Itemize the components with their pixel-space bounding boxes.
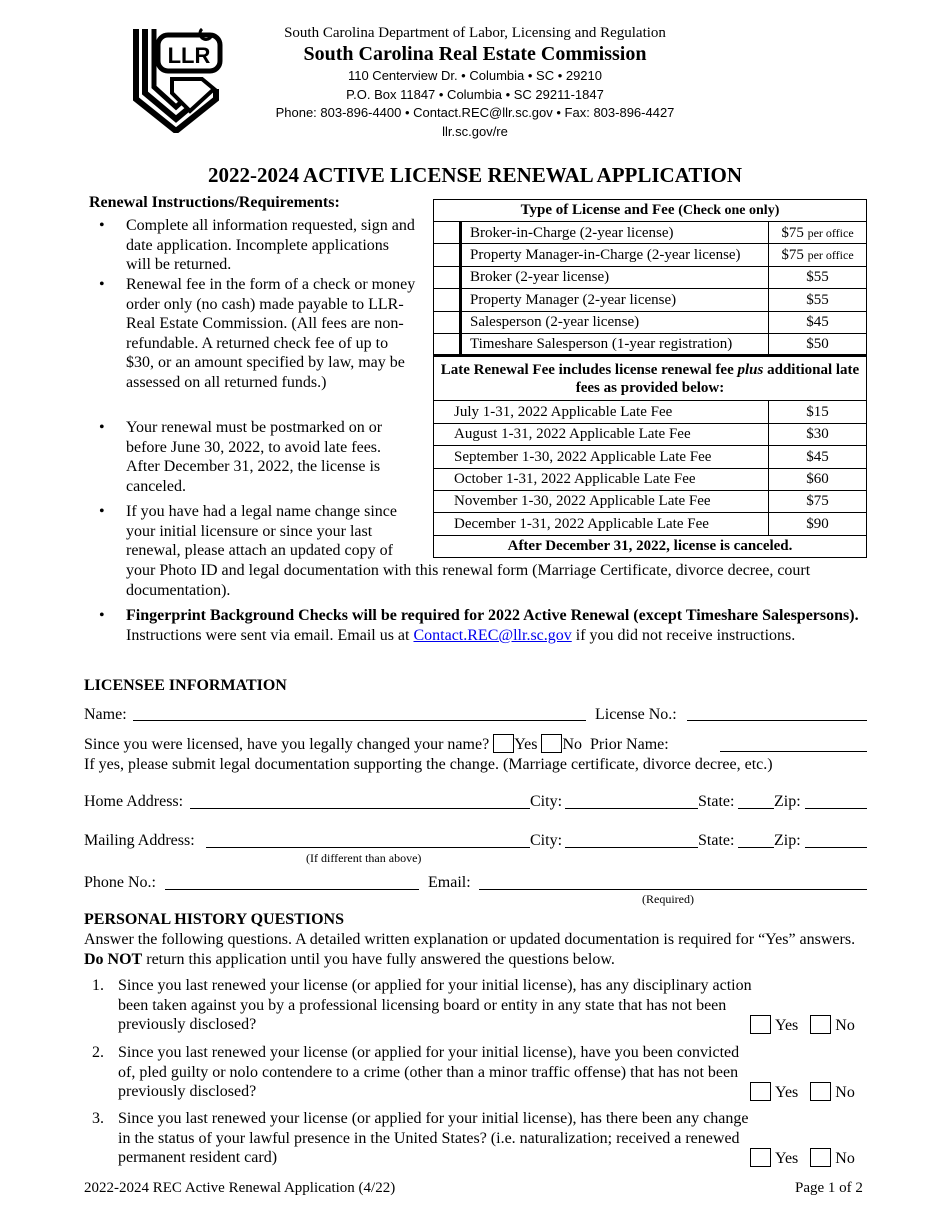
home-address-field[interactable] [190,808,530,809]
q1-yes-checkbox[interactable] [750,1015,771,1034]
page-title: 2022-2024 ACTIVE LICENSE RENEWAL APPLICATION [207,163,743,187]
license-checkbox-salesperson[interactable] [434,311,461,333]
question-number: 1. [92,977,104,994]
prior-name-field[interactable] [720,751,867,752]
table-row [434,311,867,333]
late-fee-period: November 1-30, 2022 Applicable Late Fee [434,490,769,512]
email-required-note: (Required) [642,892,694,906]
mailing-zip-field[interactable] [805,847,867,848]
license-checkbox-pm-in-charge[interactable] [434,244,461,266]
instruction-bullet-5 [126,606,866,645]
mailing-different-note: (If different than above) [306,851,422,865]
table-row [434,266,867,288]
fingerprint-text: Instructions were sent via email. Email us at [126,626,414,644]
form-version: 2022-2024 REC Active Renewal Application (4/22) [84,1180,396,1196]
table-row [434,490,867,512]
license-type: Salesperson (2-year license) [461,311,769,333]
instruction-bullet-3: • Your renewal must be postmarked on or before June 30, 2022, to avoid late fees. After December 31, 2022, the license is canceled. [126,418,416,496]
name-label: Name: [84,706,127,723]
mailing-zip-label: Zip: [774,832,801,849]
late-fee-amount: $90 [769,513,867,535]
history-heading: PERSONAL HISTORY QUESTIONS [84,911,344,928]
mailing-city-label: City: [530,832,563,849]
home-zip-field[interactable] [805,808,867,809]
contact-email-link[interactable]: Contact.REC@llr.sc.gov [413,626,572,644]
instruction-bullet-4b: your Photo ID and legal documentation with this renewal form (Marriage Certificate, divorce decree, court documentation). [126,562,811,599]
mailing-state-label: State: [698,832,735,849]
q1-no-checkbox[interactable] [810,1015,831,1034]
email-label: Email: [428,874,471,891]
table-row [434,333,867,355]
license-fee: $55 [769,289,867,311]
license-no-label: License No.: [595,706,677,723]
table-row [434,468,867,490]
home-city-label: City: [530,793,563,810]
late-fee-period: October 1-31, 2022 Applicable Late Fee [434,468,769,490]
question-number: 3. [92,1110,104,1127]
license-fee: $45 [769,311,867,333]
no-label: No [835,1084,855,1101]
late-fee-amount: $45 [769,446,867,468]
name-change-no-checkbox[interactable] [541,734,562,753]
late-fee-heading: Late Renewal Fee includes license renewal fee plus additional late fees as provided below: [434,356,867,401]
po-box-address: P.O. Box 11847 • Columbia • SC 29211-1847 [346,86,604,102]
mailing-address-field[interactable] [206,847,530,848]
yes-label: Yes [775,1150,799,1167]
late-fee-period: September 1-30, 2022 Applicable Late Fee [434,446,769,468]
table-row [434,289,867,311]
table-row [434,222,867,244]
contact-line: Phone: 803-896-4400 • Contact.REC@llr.sc.gov • Fax: 803-896-4427 [275,105,675,121]
license-fee-table [433,199,867,558]
q2-yes-checkbox[interactable] [750,1082,771,1101]
table-row [434,423,867,445]
question-number: 2. [92,1044,104,1061]
prior-name-label: Prior Name: [590,736,669,753]
license-type: Timeshare Salesperson (1-year registration) [461,333,769,355]
license-fee: $50 [769,333,867,355]
home-city-field[interactable] [565,808,698,809]
license-fee: $55 [769,266,867,288]
history-intro: Answer the following questions. A detailed written explanation or updated documentation is required for “Yes” answers. Do NOT return this application until you have fully answered the questions below. [84,931,856,968]
instruction-bullet-2: • Renewal fee in the form of a check or money order only (no cash) made payable to LLR-Real Estate Commission. (All fees are non-refundable. A returned check fee of up to $30, or an amount specified by law, may be assessed on all returned funds.) [126,275,416,392]
phone-label: Phone No.: [84,874,156,891]
mailing-city-field[interactable] [565,847,698,848]
fingerprint-notice: Fingerprint Background Checks will be required for 2022 Active Renewal (except Timeshare Salespersons). [126,607,859,624]
late-fee-amount: $60 [769,468,867,490]
q2-no-checkbox[interactable] [810,1082,831,1101]
commission-name: South Carolina Real Estate Commission [303,43,647,66]
fingerprint-tail: if you did not receive instructions. [571,626,796,644]
instructions-heading: Renewal Instructions/Requirements: [89,194,340,211]
email-field[interactable] [479,889,867,890]
name-change-yes-checkbox[interactable] [493,734,514,753]
late-fee-amount: $15 [769,401,867,423]
question-3-answer [750,1148,855,1169]
llr-logo [132,27,224,133]
fee-table-heading: Type of License and Fee (Check one only) [434,200,867,222]
license-checkbox-broker[interactable] [434,266,461,288]
late-fee-amount: $75 [769,490,867,512]
name-field[interactable] [133,720,586,721]
page-number: Page 1 of 2 [795,1180,863,1196]
street-address: 110 Centerview Dr. • Columbia • SC • 29210 [347,67,603,83]
name-change-note: If yes, please submit legal documentation supporting the change. (Marriage certificate, divorce decree, etc.) [84,756,773,773]
website: llr.sc.gov/re [442,124,508,140]
yes-label: Yes [775,1084,799,1101]
question-text: Since you last renewed your license (or applied for your initial license), has there been any change in the status of your lawful presence in the United States? (i.e. naturalization; received a renewed permanent resident card) [118,1110,749,1167]
home-zip-label: Zip: [774,793,801,810]
late-fee-period: August 1-31, 2022 Applicable Late Fee [434,423,769,445]
yes-label: Yes [775,1017,799,1034]
license-checkbox-broker-in-charge[interactable] [434,222,461,244]
late-fee-period: July 1-31, 2022 Applicable Late Fee [434,401,769,423]
license-fee: $75 per office [769,244,867,266]
table-row [434,401,867,423]
yes-label: Yes [514,736,538,753]
cancellation-notice: After December 31, 2022, license is canceled. [434,535,867,557]
table-row [434,513,867,535]
mailing-address-label: Mailing Address: [84,832,195,849]
license-no-field[interactable] [687,720,867,721]
table-row [434,244,867,266]
license-type: Property Manager-in-Charge (2-year license) [461,244,769,266]
name-change-row [84,734,669,755]
license-type: Broker (2-year license) [461,266,769,288]
license-type: Property Manager (2-year license) [461,289,769,311]
license-type: Broker-in-Charge (2-year license) [461,222,769,244]
late-fee-amount: $30 [769,423,867,445]
phone-field[interactable] [165,889,419,890]
q3-no-checkbox[interactable] [810,1148,831,1167]
home-address-label: Home Address: [84,793,184,810]
instruction-bullet-4a: • If you have had a legal name change since your initial licensure or since your last renewal, please attach an updated copy of [126,502,416,561]
home-state-label: State: [698,793,735,810]
q3-yes-checkbox[interactable] [750,1148,771,1167]
home-state-field[interactable] [738,808,774,809]
department-name: South Carolina Department of Labor, Licensing and Regulation [284,25,666,41]
license-checkbox-property-manager[interactable] [434,289,461,311]
name-change-question: Since you were licensed, have you legally changed your name? [84,736,490,753]
question-text: Since you last renewed your license (or applied for your initial license), have you been convicted of, pled guilty or nolo contendere to a crime (other than a minor traffic offense) that has not been previously disclosed? [118,1044,740,1101]
logo-text: LLR [167,43,211,68]
question-1-answer [750,1015,855,1036]
license-fee: $75 per office [769,222,867,244]
late-fee-period: December 1-31, 2022 Applicable Late Fee [434,513,769,535]
question-2-answer [750,1082,855,1103]
table-row [434,446,867,468]
licensee-info-heading: LICENSEE INFORMATION [84,677,287,694]
no-label: No [835,1017,855,1034]
no-label: No [835,1150,855,1167]
instruction-bullet-1: • Complete all information requested, sign and date application. Incomplete applications will be returned. [126,216,416,275]
question-text: Since you last renewed your license (or applied for your initial license), has any disciplinary action been taken against you by a professional licensing board or entity in any state that has not been previously disclosed? [118,977,752,1034]
agency-header [260,24,690,143]
mailing-state-field[interactable] [738,847,774,848]
no-label: No [562,736,583,753]
license-checkbox-timeshare-salesperson[interactable] [434,333,461,355]
